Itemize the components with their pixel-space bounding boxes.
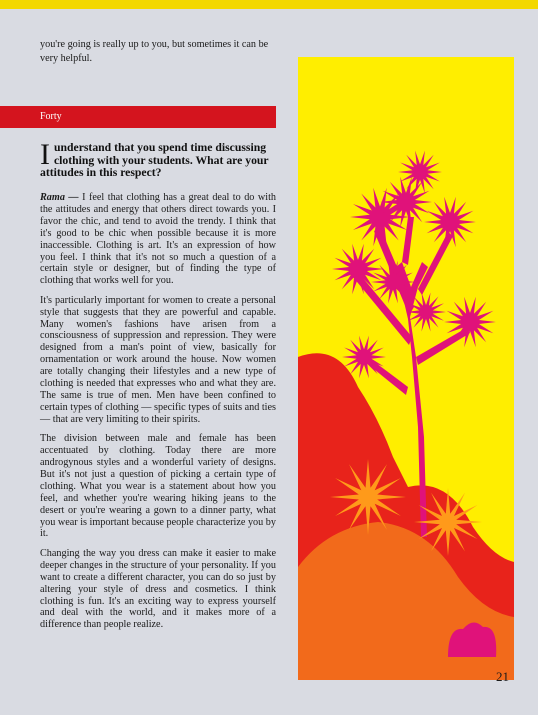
illustration-svg <box>298 57 514 680</box>
section-label: Forty <box>40 111 62 122</box>
top-color-bar <box>0 0 538 9</box>
page-number: 21 <box>496 669 509 684</box>
answer-body <box>40 192 276 639</box>
joshua-tree-illustration <box>298 57 514 680</box>
answer-paragraph-1-text: I feel that clothing has a great deal to do with the attitudes and energy that others direct towards you. I favor the chic, and tend to avoid the trendy. I think that it's good to be chic when possible because it is more inaccessible. Clothing is art. It's an expression of how you feel. I think that it's not so much a question of a certain style or designer, but of finding the type of clothing that works well for you. <box>40 192 276 287</box>
speaker-name: Rama — <box>40 192 79 203</box>
interview-question <box>40 138 276 180</box>
question-text: understand that you spend time discussing clothing with your students. What are your attitudes in this respect? <box>40 141 269 179</box>
answer-paragraph-4: Changing the way you dress can make it easier to make deeper changes in the structure of your personality. If you want to create a different character, you can do so just by altering your style of dress and cosmetics. I think clothing is fun. It's an exciting way to express yourself and deal with the world, and it makes more of a difference than people realize. <box>40 547 276 631</box>
drop-cap: I <box>40 138 50 171</box>
intro-paragraph: you're going is really up to you, but sometimes it can be very helpful. <box>40 39 269 64</box>
answer-paragraph-3: The division between male and female has been accentuated by clothing. Today there are more androgynous styles and a wonderful variety of designs. But it's not just a question of picking a certain type of clothing. What you wear is a statement about how you feel, and whether you're wearing hiking jeans to the desert or you're wearing a gown to a dinner party, what you wear is important because people characterize you by it. <box>40 433 276 540</box>
section-heading-bar <box>0 106 276 128</box>
answer-paragraph-2: It's particularly important for women to create a personal style that suggests that they are powerful and capable. Many women's fashions have arisen from a consciousness of suppression and repression. They were designed from a man's point of view, basically for ornamentation or work around the house. Now women are totally changing their lifestyles and a new type of clothing is needed that expresses who and what they are. The same is true of men. Men have been confined to certain types of clothing — specific types of suits and ties — that are very limiting to their spirits. <box>40 294 276 425</box>
answer-paragraph-1 <box>40 192 276 287</box>
